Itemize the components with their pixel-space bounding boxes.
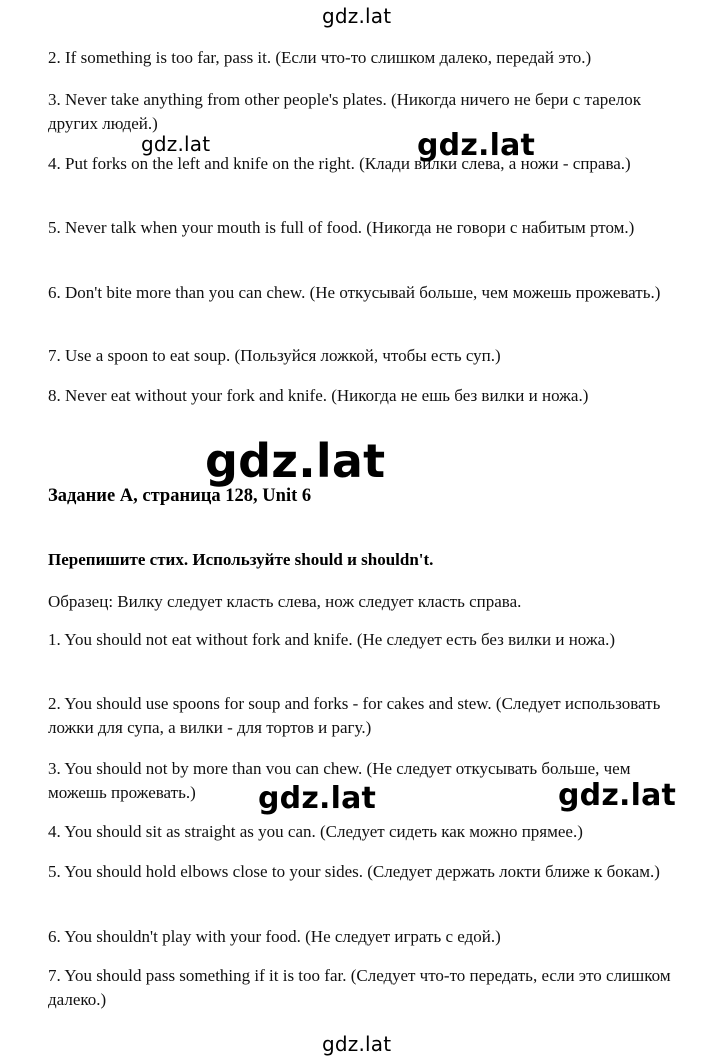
rule-5: 5. Never talk when your mouth is full of food. (Никогда не говори с набитым ртом.) xyxy=(48,218,635,237)
answer-6: 6. You shouldn't play with your food. (Не следует играть с едой.) xyxy=(48,927,501,946)
task-example: Образец: Вилку следует класть слева, нож следует класть справа. xyxy=(48,592,522,611)
answer-1: 1. You should not eat without fork and knife. (Не следует есть без вилки и ножа.) xyxy=(48,630,616,649)
watermark-lower-right: gdz.lat xyxy=(558,778,677,813)
rule-6: 6. Don't bite more than you can chew. (Не откусывай больше, чем можешь прожевать.) xyxy=(48,283,661,302)
rule-8: 8. Never eat without your fork and knife. (Никогда не ешь без вилки и ножа.) xyxy=(48,386,589,405)
task-instruction: Перепишите стих. Используйте should и shouldn't. xyxy=(48,550,434,569)
watermark-big: gdz.lat xyxy=(205,434,386,488)
watermark-top: gdz.lat xyxy=(322,4,392,28)
rule-7: 7. Use a spoon to eat soup. (Пользуйся ложкой, чтобы есть суп.) xyxy=(48,346,501,365)
watermark-lower-left: gdz.lat xyxy=(258,781,377,816)
answer-5: 5. You should hold elbows close to your sides. (Следует держать локти ближе к бокам.) xyxy=(48,862,660,881)
watermark-mid: gdz.lat xyxy=(417,128,536,163)
rule-3: 3. Never take anything from other people's plates. (Никогда ничего не бери с тарелок других людей.) xyxy=(48,90,642,133)
rule-2: 2. If something is too far, pass it. (Если что-то слишком далеко, передай это.) xyxy=(48,48,592,67)
watermark-bottom: gdz.lat xyxy=(322,1032,392,1056)
answer-2: 2. You should use spoons for soup and forks - for cakes and stew. (Следует использовать ложки для супа, а вилки - для тортов и рагу.) xyxy=(48,694,661,737)
answer-3: 3. You should not by more than vou can chew. (Не следует откусывать больше, чем можешь прожевать.) xyxy=(48,759,631,802)
rule-4: 4. Put forks on the left and knife on the right. (Клади вилки слева, а ножи - справа.) xyxy=(48,154,631,173)
watermark-small: gdz.lat xyxy=(141,132,211,156)
answer-7: 7. You should pass something if it is too far. (Следует что-то передать, если это слишком далеко.) xyxy=(48,966,671,1009)
task-title: Задание А, страница 128, Unit 6 xyxy=(48,486,312,506)
answer-4: 4. You should sit as straight as you can. (Следует сидеть как можно прямее.) xyxy=(48,822,583,841)
